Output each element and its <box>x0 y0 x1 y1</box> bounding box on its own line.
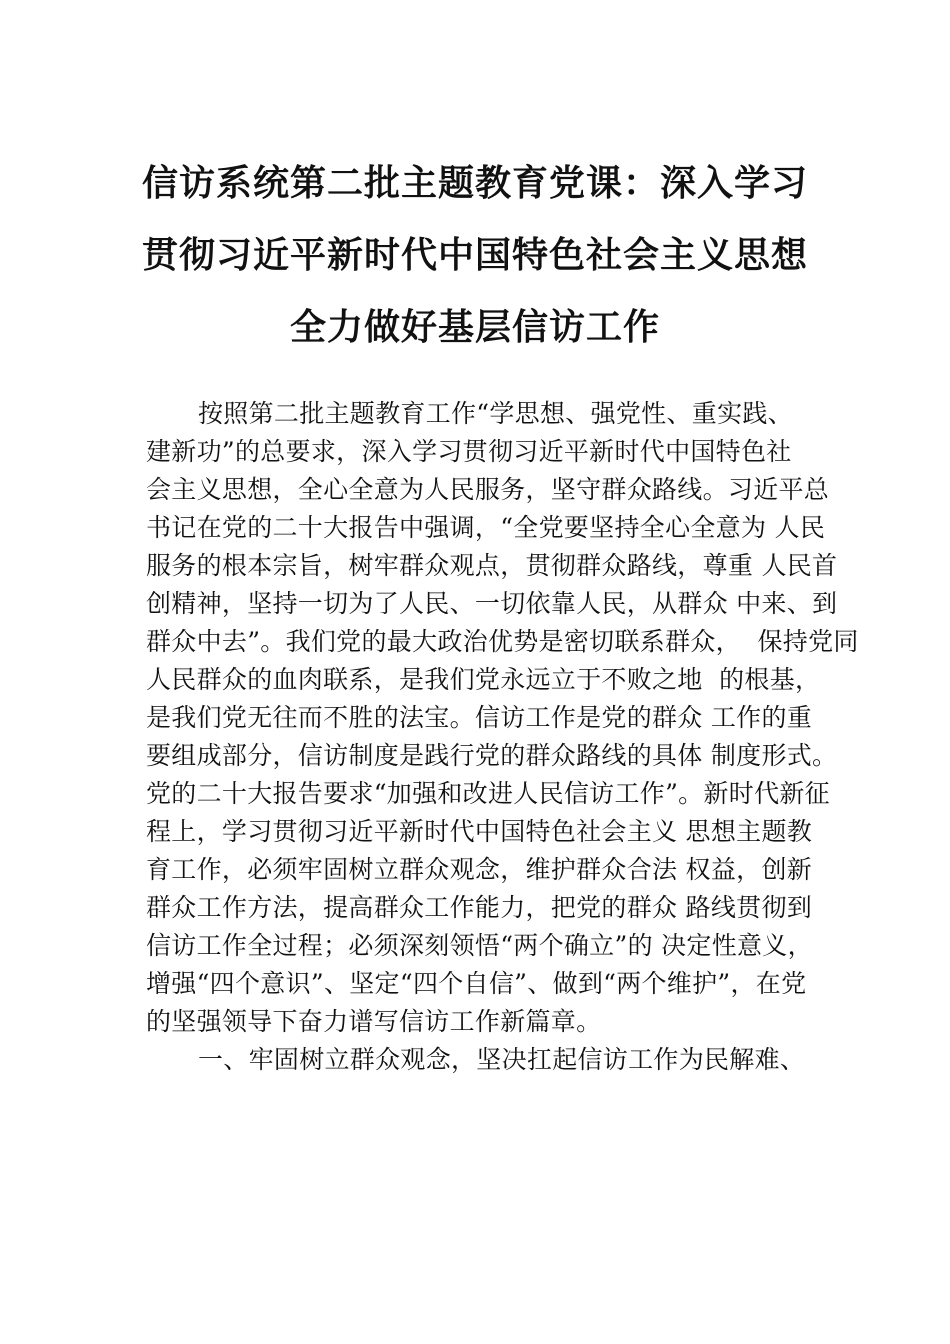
text-line: 要组成部分，信访制度是践行党的群众路线的具体 制度形式。 <box>146 741 838 770</box>
text-line: 是我们党无往而不胜的法宝。信访工作是党的群众 工作的重 <box>146 703 813 732</box>
text-line: 信访工作全过程；必须深刻领悟“两个确立”的 决定性意义， <box>146 931 813 960</box>
title-line-2: 贯彻习近平新时代中国特色社会主义思想 <box>141 235 808 276</box>
text-line: 增强“四个意识”、坚定“四个自信”、做到“两个维护”，在党 <box>146 969 807 998</box>
text-line: 育工作，必须牢固树立群众观念，维护群众合法 权益，创新 <box>146 855 813 884</box>
text-line: 创精神，坚持一切为了人民、一切依靠人民，从群众 中来、到 <box>146 589 838 618</box>
title-line-1: 信访系统第二批主题教育党课：深入学习 <box>141 163 808 204</box>
text-line: 书记在党的二十大报告中强调，“全党要坚持全心全意为 人民 <box>146 513 826 542</box>
text-line: 人民群众的血肉联系，是我们党永远立于不败之地 的根基， <box>146 665 821 694</box>
text-line: 按照第二批主题教育工作“学思想、强党性、重实践、 <box>198 399 793 428</box>
text-line: 群众工作方法，提高群众工作能力，把党的群众 路线贯彻到 <box>146 893 813 922</box>
text-line: 建新功”的总要求，深入学习贯彻习近平新时代中国特色社 <box>146 437 792 466</box>
title-line-3: 全力做好基层信访工作 <box>289 307 660 348</box>
text-line: 服务的根本宗旨，树牢群众观点，贯彻群众路线，尊重 人民首 <box>146 551 838 580</box>
section-heading-1 <box>146 1041 836 1079</box>
document-title <box>120 148 830 364</box>
text-line: 群众中去”。我们党的最大政治优势是密切联系群众， 保持党同 <box>146 627 859 656</box>
text-line: 党的二十大报告要求“加强和改进人民信访工作”。新时代新征 <box>146 779 830 808</box>
document-body <box>146 395 859 1079</box>
text-line: 会主义思想，全心全意为人民服务，坚守群众路线。习近平总 <box>146 475 830 504</box>
paragraph-intro <box>146 395 859 1041</box>
text-line: 程上，学习贯彻习近平新时代中国特色社会主义 思想主题教 <box>146 817 813 846</box>
text-line: 一、牢固树立群众观念，坚决扛起信访工作为民解难、 <box>198 1045 806 1074</box>
text-line: 的坚强领导下奋力谱写信访工作新篇章。 <box>146 1007 602 1036</box>
